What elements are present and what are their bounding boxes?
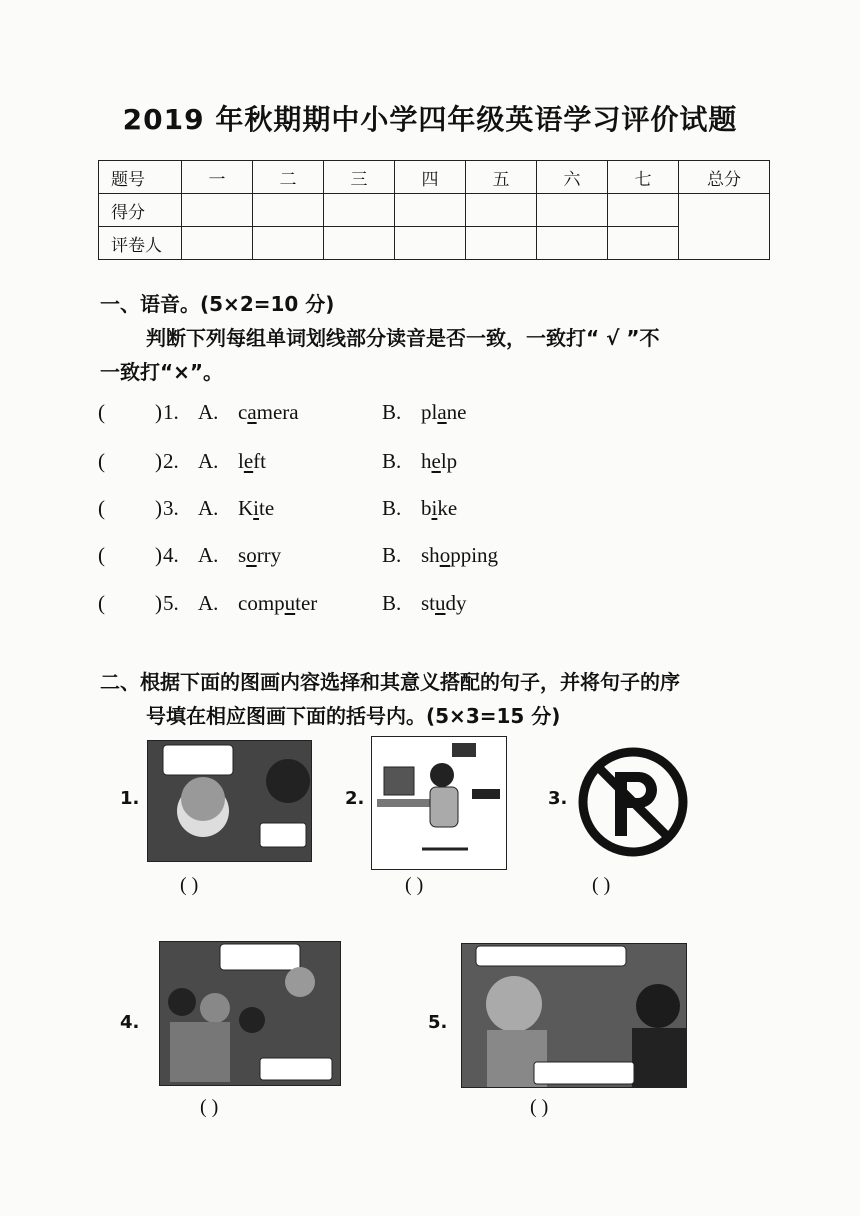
question-number: 5. bbox=[163, 591, 179, 615]
girl-waving-illustration bbox=[462, 944, 686, 1087]
computer-desk-illustration bbox=[372, 737, 506, 869]
children-group-illustration bbox=[160, 942, 340, 1085]
score-header-cell: 总分 bbox=[679, 161, 770, 194]
section1-heading: 一、语音。(5×2=10 分) bbox=[100, 292, 335, 316]
option-a-word bbox=[238, 543, 281, 568]
no-parking-sign bbox=[577, 746, 689, 858]
picture-girl-speaking bbox=[147, 740, 312, 862]
word-part: lp bbox=[440, 449, 458, 473]
answer-bracket-2[interactable]: ( ) bbox=[405, 874, 424, 896]
question-number: 1. bbox=[163, 400, 179, 424]
option-a-letter: A. bbox=[198, 591, 219, 615]
section2-heading-line1: 二、根据下面的图画内容选择和其意义搭配的句子，并将句子的序 bbox=[100, 670, 680, 694]
grader-cell[interactable] bbox=[608, 227, 679, 260]
page-title: 2019 年秋期期中小学四年级英语学习评价试题 bbox=[122, 103, 738, 136]
grader-row-label: 评卷人 bbox=[99, 227, 182, 260]
section1-instruction-line2: 一致打“×”。 bbox=[100, 360, 224, 384]
word-part: c bbox=[238, 400, 248, 424]
underlined-letter: a bbox=[437, 400, 447, 424]
score-table bbox=[98, 160, 770, 260]
option-b-letter: B. bbox=[382, 591, 402, 615]
underlined-letter: e bbox=[431, 449, 441, 473]
option-a-letter: A. bbox=[198, 449, 219, 473]
answer-close-bracket: ) bbox=[155, 496, 162, 520]
option-b-word bbox=[421, 591, 467, 616]
picture-number: 1. bbox=[120, 788, 140, 809]
word-part: comp bbox=[238, 591, 285, 615]
word-part: rry bbox=[256, 543, 282, 567]
word-part: K bbox=[238, 496, 254, 520]
answer-bracket-3[interactable]: ( ) bbox=[592, 874, 611, 896]
score-header-cell: 五 bbox=[466, 161, 537, 194]
word-part: dy bbox=[445, 591, 467, 615]
score-header-cell: 题号 bbox=[99, 161, 182, 194]
picture-number: 2. bbox=[345, 788, 365, 809]
answer-close-bracket: ) bbox=[155, 591, 162, 615]
underlined-letter: o bbox=[439, 543, 451, 567]
picture-girl-waving bbox=[461, 943, 687, 1088]
word-part: h bbox=[421, 449, 432, 473]
word-part: s bbox=[238, 543, 247, 567]
option-b-word bbox=[421, 449, 457, 474]
underlined-letter: u bbox=[284, 591, 296, 615]
word-part: ft bbox=[253, 449, 266, 473]
word-part: te bbox=[259, 496, 275, 520]
option-a-letter: A. bbox=[198, 496, 219, 520]
word-part: pl bbox=[421, 400, 438, 424]
grader-cell[interactable] bbox=[182, 227, 253, 260]
score-header-cell: 七 bbox=[608, 161, 679, 194]
answer-open-bracket[interactable]: ( bbox=[98, 449, 105, 473]
option-a-letter: A. bbox=[198, 543, 219, 567]
score-header-cell: 四 bbox=[395, 161, 466, 194]
underlined-letter: a bbox=[247, 400, 257, 424]
option-b-letter: B. bbox=[382, 496, 402, 520]
question-number: 3. bbox=[163, 496, 179, 520]
underlined-letter: i bbox=[431, 496, 438, 520]
section2-heading-line2: 号填在相应图画下面的括号内。(5×3=15 分) bbox=[146, 704, 561, 728]
word-part: pping bbox=[450, 543, 499, 567]
answer-open-bracket[interactable]: ( bbox=[98, 543, 105, 567]
grader-row bbox=[99, 227, 770, 260]
option-a-word bbox=[238, 496, 274, 521]
score-header-cell: 六 bbox=[537, 161, 608, 194]
option-a-word bbox=[238, 400, 299, 425]
option-a-letter: A. bbox=[198, 400, 219, 424]
phonics-question-row bbox=[0, 591, 860, 621]
score-table-header-row bbox=[99, 161, 770, 194]
option-b-letter: B. bbox=[382, 449, 402, 473]
option-b-word bbox=[421, 400, 467, 425]
option-b-word bbox=[421, 543, 498, 568]
picture-children-group bbox=[159, 941, 341, 1086]
total-score-cell[interactable] bbox=[679, 194, 770, 260]
word-part: ne bbox=[446, 400, 467, 424]
word-part: sh bbox=[421, 543, 440, 567]
word-part: ke bbox=[437, 496, 458, 520]
question-number: 4. bbox=[163, 543, 179, 567]
question-number: 2. bbox=[163, 449, 179, 473]
score-cell[interactable] bbox=[182, 194, 253, 227]
picture-number: 5. bbox=[428, 1012, 448, 1033]
grader-cell[interactable] bbox=[324, 227, 395, 260]
phonics-question-row bbox=[0, 449, 860, 479]
word-part: mera bbox=[256, 400, 299, 424]
score-header-cell: 二 bbox=[253, 161, 324, 194]
answer-open-bracket[interactable]: ( bbox=[98, 591, 105, 615]
word-part: l bbox=[238, 449, 244, 473]
score-row-label: 得分 bbox=[99, 194, 182, 227]
option-b-letter: B. bbox=[382, 543, 402, 567]
picture-number: 4. bbox=[120, 1012, 140, 1033]
answer-close-bracket: ) bbox=[155, 543, 162, 567]
answer-close-bracket: ) bbox=[155, 449, 162, 473]
option-b-word bbox=[421, 496, 457, 521]
answer-bracket-1[interactable]: ( ) bbox=[180, 874, 199, 896]
score-header-cell: 一 bbox=[182, 161, 253, 194]
option-a-word bbox=[238, 591, 317, 616]
answer-open-bracket[interactable]: ( bbox=[98, 496, 105, 520]
score-cell[interactable] bbox=[253, 194, 324, 227]
word-part: ter bbox=[295, 591, 318, 615]
answer-bracket-5[interactable]: ( ) bbox=[530, 1096, 549, 1118]
picture-computer-user bbox=[371, 736, 507, 870]
score-cell[interactable] bbox=[324, 194, 395, 227]
answer-open-bracket[interactable]: ( bbox=[98, 400, 105, 424]
score-cell[interactable] bbox=[395, 194, 466, 227]
girl-talking-illustration bbox=[148, 741, 311, 861]
phonics-question-row bbox=[0, 400, 860, 430]
underlined-letter: i bbox=[253, 496, 260, 520]
score-row bbox=[99, 194, 770, 227]
grader-cell[interactable] bbox=[537, 227, 608, 260]
section1-instruction-line1: 判断下列每组单词划线部分读音是否一致，一致打“ √ ”不 bbox=[146, 326, 660, 350]
score-header-cell: 三 bbox=[324, 161, 395, 194]
grader-cell[interactable] bbox=[395, 227, 466, 260]
grader-cell[interactable] bbox=[253, 227, 324, 260]
phonics-question-row bbox=[0, 496, 860, 526]
underlined-letter: e bbox=[243, 449, 254, 473]
answer-close-bracket: ) bbox=[155, 400, 162, 424]
word-part: b bbox=[421, 496, 432, 520]
phonics-question-row bbox=[0, 543, 860, 573]
grader-cell[interactable] bbox=[466, 227, 537, 260]
score-cell[interactable] bbox=[537, 194, 608, 227]
score-cell[interactable] bbox=[608, 194, 679, 227]
underlined-letter: o bbox=[246, 543, 257, 567]
picture-number: 3. bbox=[548, 788, 568, 809]
word-part: st bbox=[421, 591, 436, 615]
option-b-letter: B. bbox=[382, 400, 402, 424]
score-cell[interactable] bbox=[466, 194, 537, 227]
option-a-word bbox=[238, 449, 266, 474]
underlined-letter: u bbox=[435, 591, 446, 615]
no-parking-icon bbox=[577, 746, 689, 858]
answer-bracket-4[interactable]: ( ) bbox=[200, 1096, 219, 1118]
